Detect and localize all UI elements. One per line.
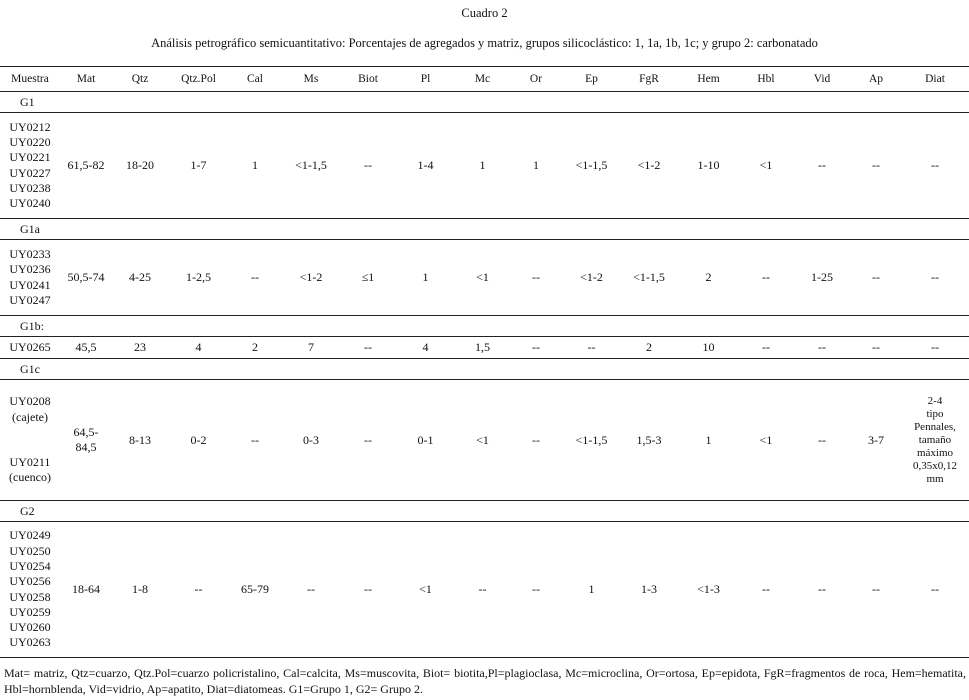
table-subtitle: Análisis petrográfico semicuantitativo: Porcentajes de agregados y matriz, grupos silicoclástico: 1, 1a, 1b, 1c; y grupo 2: carbonatado (151, 36, 818, 50)
group-row-g1b (0, 316, 969, 337)
value-cell: 4-25 (112, 240, 168, 316)
value-cell: <1 (456, 380, 509, 501)
group-label: G2 (0, 501, 969, 522)
value-cell: <1 (739, 380, 793, 501)
data-row-g1 (0, 113, 969, 219)
sample-id: UY0247 (9, 292, 51, 307)
value-cell: -- (739, 522, 793, 658)
value-cell: <1-1,5 (620, 240, 678, 316)
value-cell: <1 (456, 240, 509, 316)
value-cell: -- (456, 522, 509, 658)
header-cell: Qtz.Pol (168, 67, 229, 92)
value-cell: -- (793, 113, 851, 219)
value-cell: 1 (509, 113, 563, 219)
value-cell: -- (739, 240, 793, 316)
group-row-g2 (0, 501, 969, 522)
sample-id: UY0211 (9, 455, 51, 469)
header-cell: Hem (678, 67, 739, 92)
value-cell: <1-2 (563, 240, 620, 316)
header-cell: Ms (281, 67, 341, 92)
value-cell: 0-3 (281, 380, 341, 501)
value-cell: 1 (678, 380, 739, 501)
value-cell: <1-3 (678, 522, 739, 658)
value-line: máximo (916, 446, 954, 459)
value-cell: 3-7 (851, 380, 901, 501)
sample-id: UY0265 (0, 337, 60, 359)
sample-list (0, 522, 60, 658)
sample-note: (cajete) (12, 409, 48, 424)
header-cell: Vid (793, 67, 851, 92)
sample-id: UY0221 (9, 150, 51, 165)
value-cell: 8-13 (112, 380, 168, 501)
value-cell: -- (901, 337, 969, 359)
sample-id: UY0259 (9, 604, 51, 619)
value-line: 2-4 (927, 394, 943, 407)
sample-id: UY0254 (9, 558, 51, 573)
value-cell: 18-64 (60, 522, 112, 658)
data-row-g1b (0, 337, 969, 359)
sample-id: UY0236 (9, 262, 51, 277)
value-cell: 1,5-3 (620, 380, 678, 501)
value-cell: 4 (395, 337, 456, 359)
value-line: 84,5 (75, 440, 97, 454)
value-line: Pennales, (914, 420, 956, 433)
value-cell: 0-1 (395, 380, 456, 501)
sample-id: UY0208 (9, 394, 51, 409)
header-row (0, 67, 969, 92)
value-cell: 4 (168, 337, 229, 359)
header-cell: Ep (563, 67, 620, 92)
value-cell: 65-79 (229, 522, 281, 658)
sample-list (0, 380, 60, 501)
sample-id: UY0241 (9, 277, 51, 292)
sample-note: (cuenco) (9, 470, 51, 485)
sample-id: UY0263 (9, 635, 51, 650)
group-label: G1a (0, 219, 969, 240)
value-cell: -- (851, 113, 901, 219)
value-line: tipo (926, 407, 944, 420)
data-row-g1a (0, 240, 969, 316)
data-row-g1c (0, 380, 969, 501)
value-line: mm (926, 472, 944, 485)
table-caption: Cuadro 2 (461, 6, 508, 20)
value-cell: 50,5-74 (60, 240, 112, 316)
header-cell: Qtz (112, 67, 168, 92)
value-cell: -- (509, 240, 563, 316)
value-line: tamaño (918, 433, 952, 446)
group-label: G1c (0, 359, 969, 380)
sample-id: UY0249 (9, 528, 51, 543)
group-label: G1 (0, 92, 969, 113)
header-cell: Mat (60, 67, 112, 92)
value-cell: 2 (229, 337, 281, 359)
value-cell: 1-7 (168, 113, 229, 219)
value-cell: 1 (563, 522, 620, 658)
value-line: 0,35x0,12 (913, 459, 957, 472)
value-cell: -- (851, 240, 901, 316)
value-cell: -- (851, 522, 901, 658)
value-cell: <1-1,5 (281, 113, 341, 219)
sample-id: UY0240 (9, 196, 51, 211)
value-cell: 10 (678, 337, 739, 359)
value-cell: <1-2 (620, 113, 678, 219)
value-cell: -- (739, 337, 793, 359)
value-cell: -- (229, 240, 281, 316)
sample-id: UY0220 (9, 134, 51, 149)
value-cell (60, 380, 112, 501)
value-cell: -- (168, 522, 229, 658)
header-cell: Hbl (739, 67, 793, 92)
value-cell: 1-4 (395, 113, 456, 219)
value-cell: -- (563, 337, 620, 359)
value-cell: -- (341, 113, 395, 219)
header-cell: Diat (901, 67, 969, 92)
sample-id: UY0238 (9, 180, 51, 195)
value-cell: 2 (678, 240, 739, 316)
value-cell: <1 (739, 113, 793, 219)
value-cell: -- (229, 380, 281, 501)
header-cell: Muestra (0, 67, 60, 92)
value-cell: -- (793, 380, 851, 501)
header-cell: Ap (851, 67, 901, 92)
header-cell: Pl (395, 67, 456, 92)
value-cell: -- (341, 337, 395, 359)
value-cell: -- (901, 240, 969, 316)
sample-id: UY0260 (9, 620, 51, 635)
value-cell: -- (901, 522, 969, 658)
value-cell: -- (793, 522, 851, 658)
value-cell: 7 (281, 337, 341, 359)
sample-list (0, 240, 60, 316)
sample-id: UY0258 (9, 589, 51, 604)
abbreviations-footnote: Mat= matriz, Qtz=cuarzo, Qtz.Pol=cuarzo policristalino, Cal=calcita, Ms=muscovita, Biot= biotita,Pl=plagioclasa, Mc=microclina, Or=ortosa, Ep=epidota, FgR=fragmentos de roca, Hem=hematita, Hbl=hornblenda, Vid=vidrio, Ap=apatito, Diat=diatomeas. G1=Grupo 1, G2= Grupo 2. (4, 666, 966, 696)
sample-id: UY0212 (9, 119, 51, 134)
value-cell: <1-1,5 (563, 113, 620, 219)
value-cell: <1-2 (281, 240, 341, 316)
header-cell: Biot (341, 67, 395, 92)
value-cell: 1-3 (620, 522, 678, 658)
value-cell: 1-2,5 (168, 240, 229, 316)
data-row-g2 (0, 522, 969, 658)
group-row-g1c (0, 359, 969, 380)
value-cell: 1-10 (678, 113, 739, 219)
value-cell: 1 (229, 113, 281, 219)
value-line: 64,5- (73, 425, 99, 439)
sample-id: UY0250 (9, 543, 51, 558)
value-cell: 1-8 (112, 522, 168, 658)
group-row-g1 (0, 92, 969, 113)
value-cell: -- (509, 522, 563, 658)
header-cell: Mc (456, 67, 509, 92)
value-cell: 1 (456, 113, 509, 219)
group-label: G1b: (0, 316, 969, 337)
value-cell: <1-1,5 (563, 380, 620, 501)
value-cell: -- (281, 522, 341, 658)
value-cell: -- (509, 380, 563, 501)
value-cell: <1 (395, 522, 456, 658)
value-cell: 1-25 (793, 240, 851, 316)
group-row-g1a (0, 219, 969, 240)
value-cell: -- (851, 337, 901, 359)
value-cell: -- (793, 337, 851, 359)
sample-id: UY0227 (9, 165, 51, 180)
value-cell: 45,5 (60, 337, 112, 359)
value-cell: -- (341, 380, 395, 501)
petrographic-table (0, 66, 969, 658)
sample-id: UY0233 (9, 246, 51, 261)
value-cell: 0-2 (168, 380, 229, 501)
value-cell: -- (509, 337, 563, 359)
diatom-note-cell (901, 380, 969, 501)
header-cell: Cal (229, 67, 281, 92)
value-cell: 2 (620, 337, 678, 359)
value-cell: 61,5-82 (60, 113, 112, 219)
sample-id: UY0256 (9, 574, 51, 589)
header-cell: FgR (620, 67, 678, 92)
value-cell: 1 (395, 240, 456, 316)
sample-list (0, 113, 60, 219)
value-cell: 23 (112, 337, 168, 359)
value-cell: ≤1 (341, 240, 395, 316)
value-cell: 18-20 (112, 113, 168, 219)
value-cell: -- (901, 113, 969, 219)
header-cell: Or (509, 67, 563, 92)
value-cell: 1,5 (456, 337, 509, 359)
value-cell: -- (341, 522, 395, 658)
